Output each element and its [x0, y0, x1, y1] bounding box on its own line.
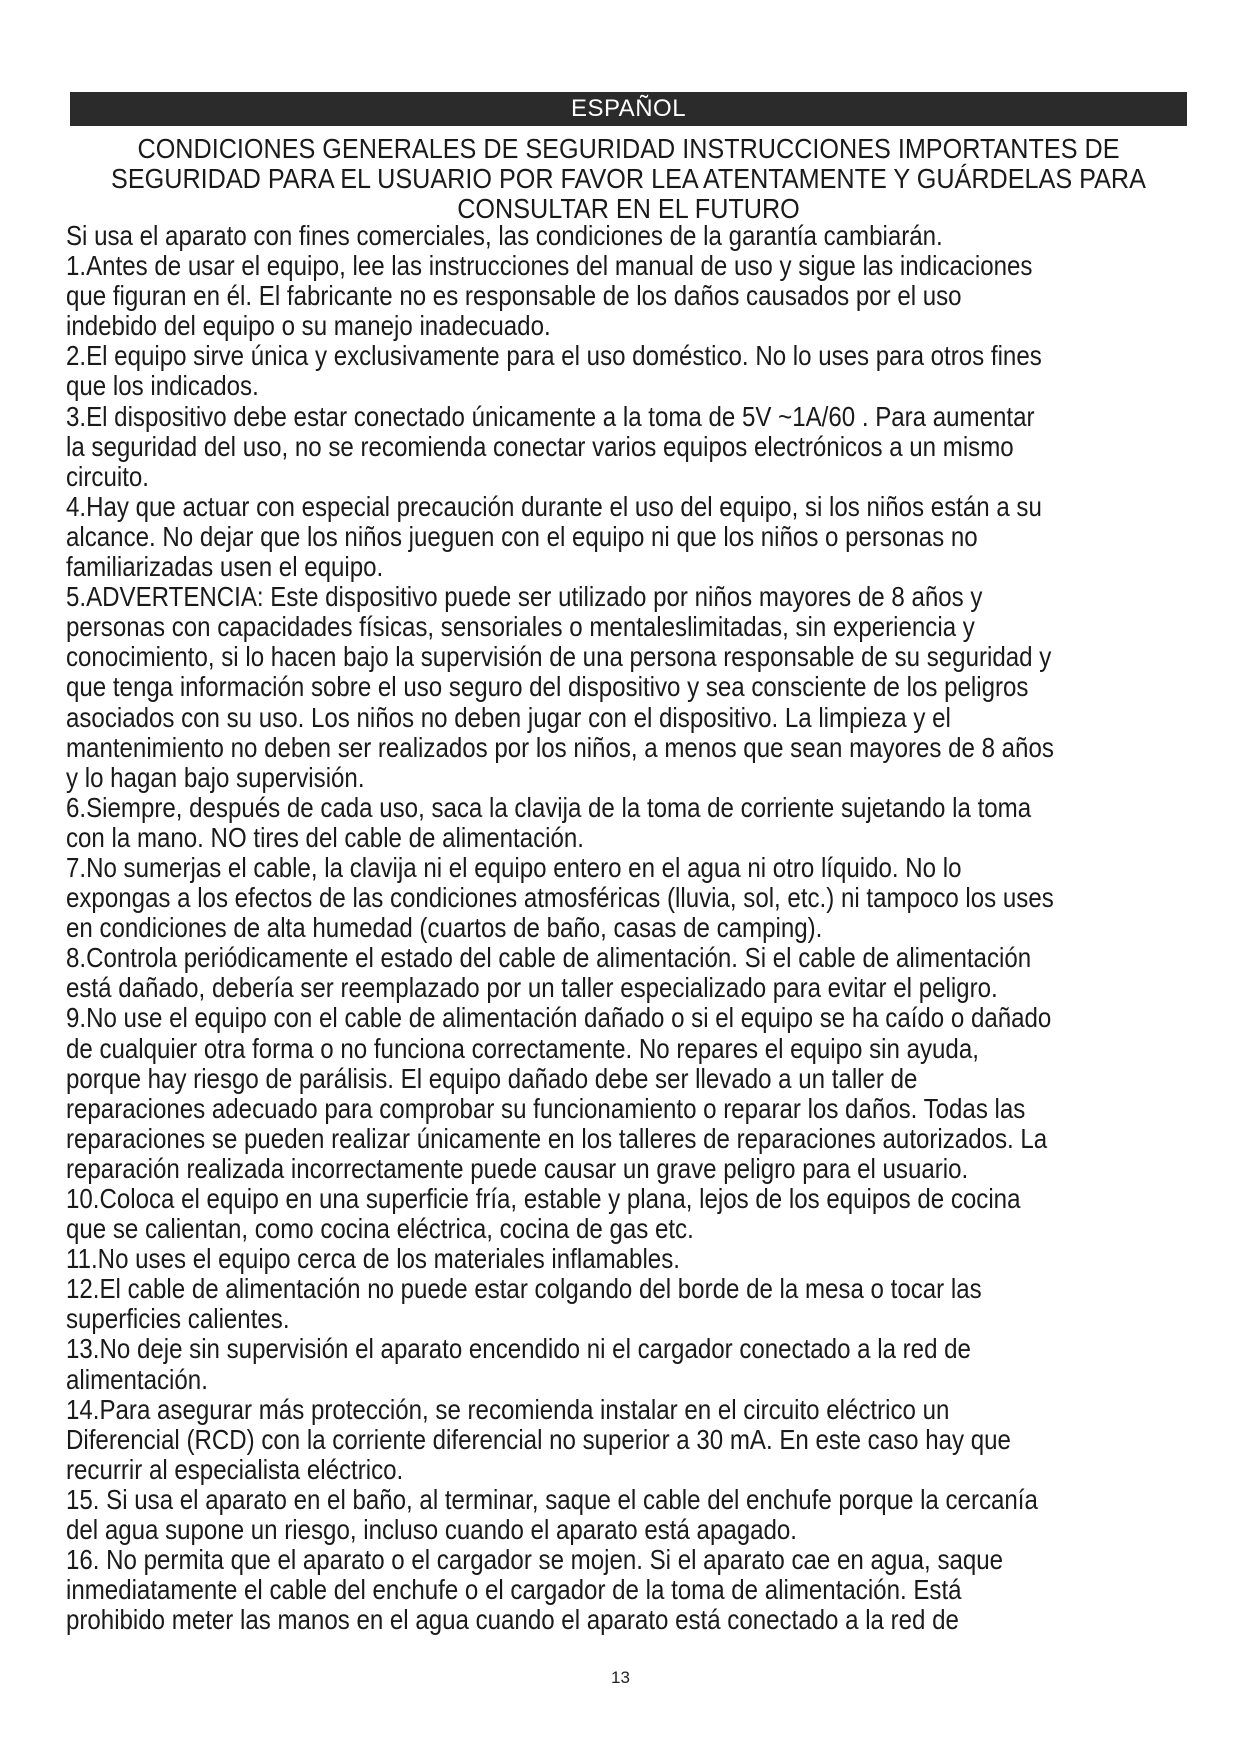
body-text-line: 7.No sumerjas el cable, la clavija ni el equipo entero en el agua ni otro líquido. No lo: [66, 851, 962, 883]
body-text-line: superficies calientes.: [66, 1303, 290, 1335]
body-text-line: de cualquier otra forma o no funciona correctamente. No repares el equipo sin ayuda,: [66, 1032, 979, 1064]
body-text-line: 1.Antes de usar el equipo, lee las instrucciones del manual de uso y sigue las indicaciones: [66, 250, 1033, 282]
body-text-line: del agua supone un riesgo, incluso cuando el aparato está apagado.: [66, 1514, 797, 1546]
title-line: SEGURIDAD PARA EL USUARIO POR FAVOR LEA ATENTAMENTE Y GUÁRDELAS PARA: [111, 163, 1146, 195]
body-text-line: alcance. No dejar que los niños jueguen con el equipo ni que los niños o personas no: [66, 520, 978, 552]
language-header-bar: [70, 92, 1187, 126]
body-text-line: que los indicados.: [66, 370, 259, 402]
body-text-line: 12.El cable de alimentación no puede estar colgando del borde de la mesa o tocar las: [66, 1273, 982, 1305]
body-text-line: familiarizadas usen el equipo.: [66, 551, 384, 583]
page-number: 13: [611, 1668, 630, 1687]
body-text-line: la seguridad del uso, no se recomienda conectar varios equipos electrónicos a un mismo: [66, 430, 1014, 462]
body-text-line: porque hay riesgo de parálisis. El equipo dañado debe ser llevado a un taller de: [66, 1062, 918, 1094]
body-text-line: alimentación.: [66, 1363, 208, 1395]
document-title: [66, 134, 1191, 224]
body-text-line: circuito.: [66, 460, 149, 492]
body-text-line: personas con capacidades físicas, sensoriales o mentaleslimitadas, sin experiencia y: [66, 611, 975, 643]
body-text-line: 4.Hay que actuar con especial precaución durante el uso del equipo, si los niños están a su: [66, 490, 1042, 522]
body-text-line: Si usa el aparato con fines comerciales, las condiciones de la garantía cambiarán.: [66, 220, 943, 251]
body-text-line: 8.Controla periódicamente el estado del cable de alimentación. Si el cable de alimentación: [66, 942, 1032, 974]
body-text-line: Diferencial (RCD) con la corriente diferencial no superior a 30 mA. En este caso hay que: [66, 1423, 1011, 1455]
body-text-line: recurrir al especialista eléctrico.: [66, 1453, 404, 1485]
body-text-line: conocimiento, si lo hacen bajo la supervisión de una persona responsable de su seguridad y: [66, 641, 1052, 673]
body-text-line: 9.No use el equipo con el cable de alimentación dañado o si el equipo se ha caído o dañado: [66, 1002, 1052, 1034]
body-text-line: en condiciones de alta humedad (cuartos de baño, casas de camping).: [66, 912, 823, 944]
body-text-line: y lo hagan bajo supervisión.: [66, 761, 365, 793]
body-text-line: 14.Para asegurar más protección, se recomienda instalar en el circuito eléctrico un: [66, 1393, 950, 1425]
body-text-line: reparaciones adecuado para comprobar su funcionamiento o reparar los daños. Todas las: [66, 1092, 1026, 1124]
body-text-line: está dañado, debería ser reemplazado por un taller especializado para evitar el peligro.: [66, 972, 998, 1004]
body-text-line: con la mano. NO tires del cable de alimentación.: [66, 821, 585, 853]
body-text-line: prohibido meter las manos en el agua cuando el aparato está conectado a la red de: [66, 1604, 959, 1636]
body-text-line: 6.Siempre, después de cada uso, saca la clavija de la toma de corriente sujetando la toma: [66, 791, 1032, 823]
body-text-line: 15. Si usa el aparato en el baño, al terminar, saque el cable del enchufe porque la cercanía: [66, 1483, 1038, 1515]
body-text-line: reparaciones se pueden realizar únicamente en los talleres de reparaciones autorizados. La: [66, 1122, 1048, 1154]
title-line: CONDICIONES GENERALES DE SEGURIDAD INSTRUCCIONES IMPORTANTES DE: [137, 133, 1120, 164]
body-text-line: 3.El dispositivo debe estar conectado únicamente a la toma de 5V ~1A/60 . Para aumentar: [66, 400, 1035, 432]
language-label: ESPAÑOL: [570, 95, 687, 122]
body-text-line: que figuran en él. El fabricante no es responsable de los daños causados por el uso: [66, 280, 962, 312]
body-text-line: 5.ADVERTENCIA: Este dispositivo puede ser utilizado por niños mayores de 8 años y: [66, 581, 983, 613]
body-text-line: que se calientan, como cocina eléctrica, cocina de gas etc.: [66, 1213, 694, 1245]
body-text-line: 11.No uses el equipo cerca de los materiales inflamables.: [66, 1243, 680, 1275]
body-text-line: que tenga información sobre el uso seguro del dispositivo y sea consciente de los peligros: [66, 671, 1029, 703]
body-text-line: indebido del equipo o su manejo inadecuado.: [66, 310, 551, 342]
body-text-line: 13.No deje sin supervisión el aparato encendido ni el cargador conectado a la red de: [66, 1333, 971, 1365]
body-text-line: 2.El equipo sirve única y exclusivamente para el uso doméstico. No lo uses para otros fines: [66, 340, 1042, 372]
body-text-line: asociados con su uso. Los niños no deben jugar con el dispositivo. La limpieza y el: [66, 701, 951, 733]
body-text-line: mantenimiento no deben ser realizados por los niños, a menos que sean mayores de 8 años: [66, 731, 1054, 763]
body-text-line: 10.Coloca el equipo en una superficie fría, estable y plana, lejos de los equipos de cocina: [66, 1183, 1021, 1214]
body-text-line: inmediatamente el cable del enchufe o el cargador de la toma de alimentación. Está: [66, 1574, 962, 1606]
body-text-line: expongas a los efectos de las condiciones atmosféricas (lluvia, sol, etc.) ni tampoco los uses: [66, 882, 1054, 914]
body-text-line: 16. No permita que el aparato o el cargador se mojen. Si el aparato cae en agua, saque: [66, 1544, 1004, 1576]
title-line: CONSULTAR EN EL FUTURO: [457, 193, 800, 225]
instructions-body: [66, 221, 1184, 1635]
body-text-line: reparación realizada incorrectamente puede causar un grave peligro para el usuario.: [66, 1152, 969, 1184]
